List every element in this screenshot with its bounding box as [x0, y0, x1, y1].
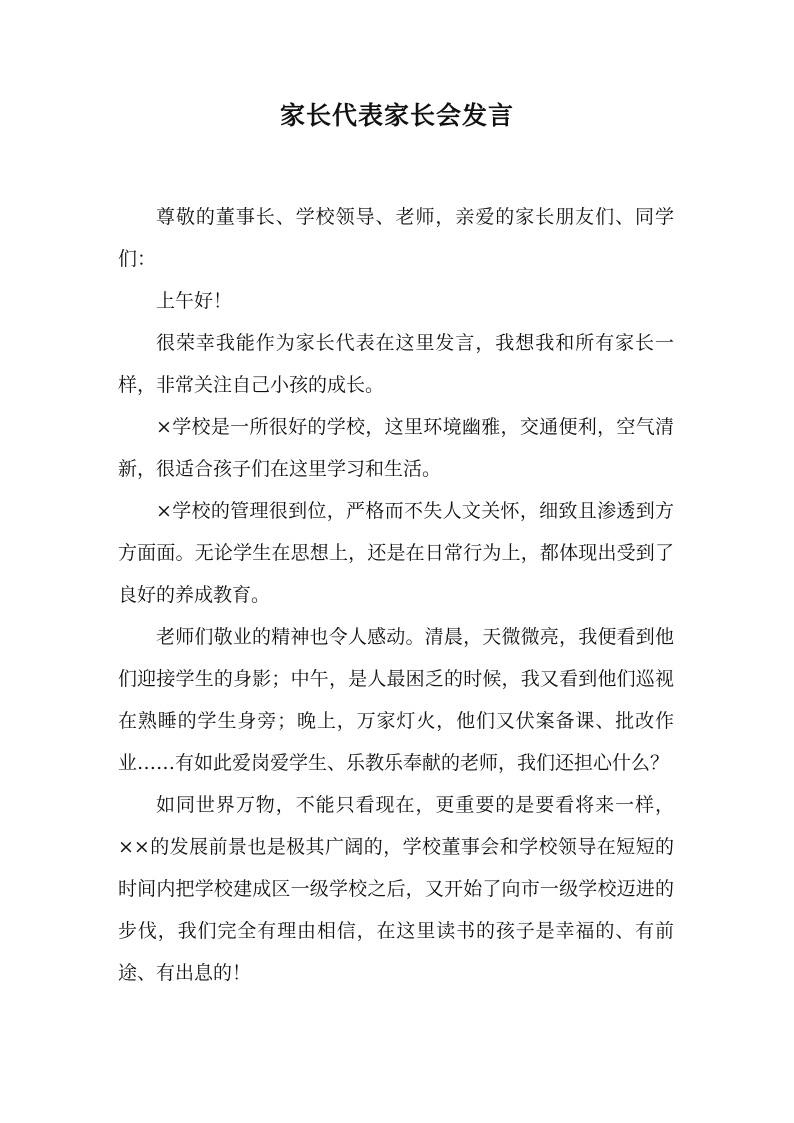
- paragraph-school-environment: ×学校是一所很好的学校，这里环境幽雅，交通便利，空气清新，很适合孩子们在这里学习和生活。: [118, 416, 674, 480]
- paragraph-teachers: 老师们敬业的精神也令人感动。清晨，天微微亮，我便看到他们迎接学生的身影；中午，是人最困乏的时候，我又看到他们巡视在熟睡的学生身旁；晚上，万家灯火，他们又伏案备课、批改作业……有如此爱岗爱学生、乐教乐奉献的老师，我们还担心什么？: [118, 626, 674, 774]
- paragraph-future: 如同世界万物，不能只看现在，更重要的是要看将来一样，××的发展前景也是极其广阔的，学校董事会和学校领导在短短的时间内把学校建成区一级学校之后，又开始了向市一级学校迈进的步伐，我们完全有理由相信，在这里读书的孩子是幸福的、有前途、有出息的！: [118, 794, 674, 984]
- paragraph-school-management: ×学校的管理很到位，严格而不失人文关怀，细致且渗透到方方面面。无论学生在思想上，还是在日常行为上，都体现出受到了良好的养成教育。: [118, 500, 674, 606]
- paragraph-intro: 很荣幸我能作为家长代表在这里发言，我想我和所有家长一样，非常关注自己小孩的成长。: [118, 332, 674, 396]
- document-title: 家长代表家长会发言: [279, 101, 514, 130]
- document-body: [118, 196, 674, 994]
- paragraph-greeting: 上午好！: [156, 290, 233, 312]
- paragraph-salutation: 尊敬的董事长、学校领导、老师，亲爱的家长朋友们、同学们：: [118, 206, 674, 270]
